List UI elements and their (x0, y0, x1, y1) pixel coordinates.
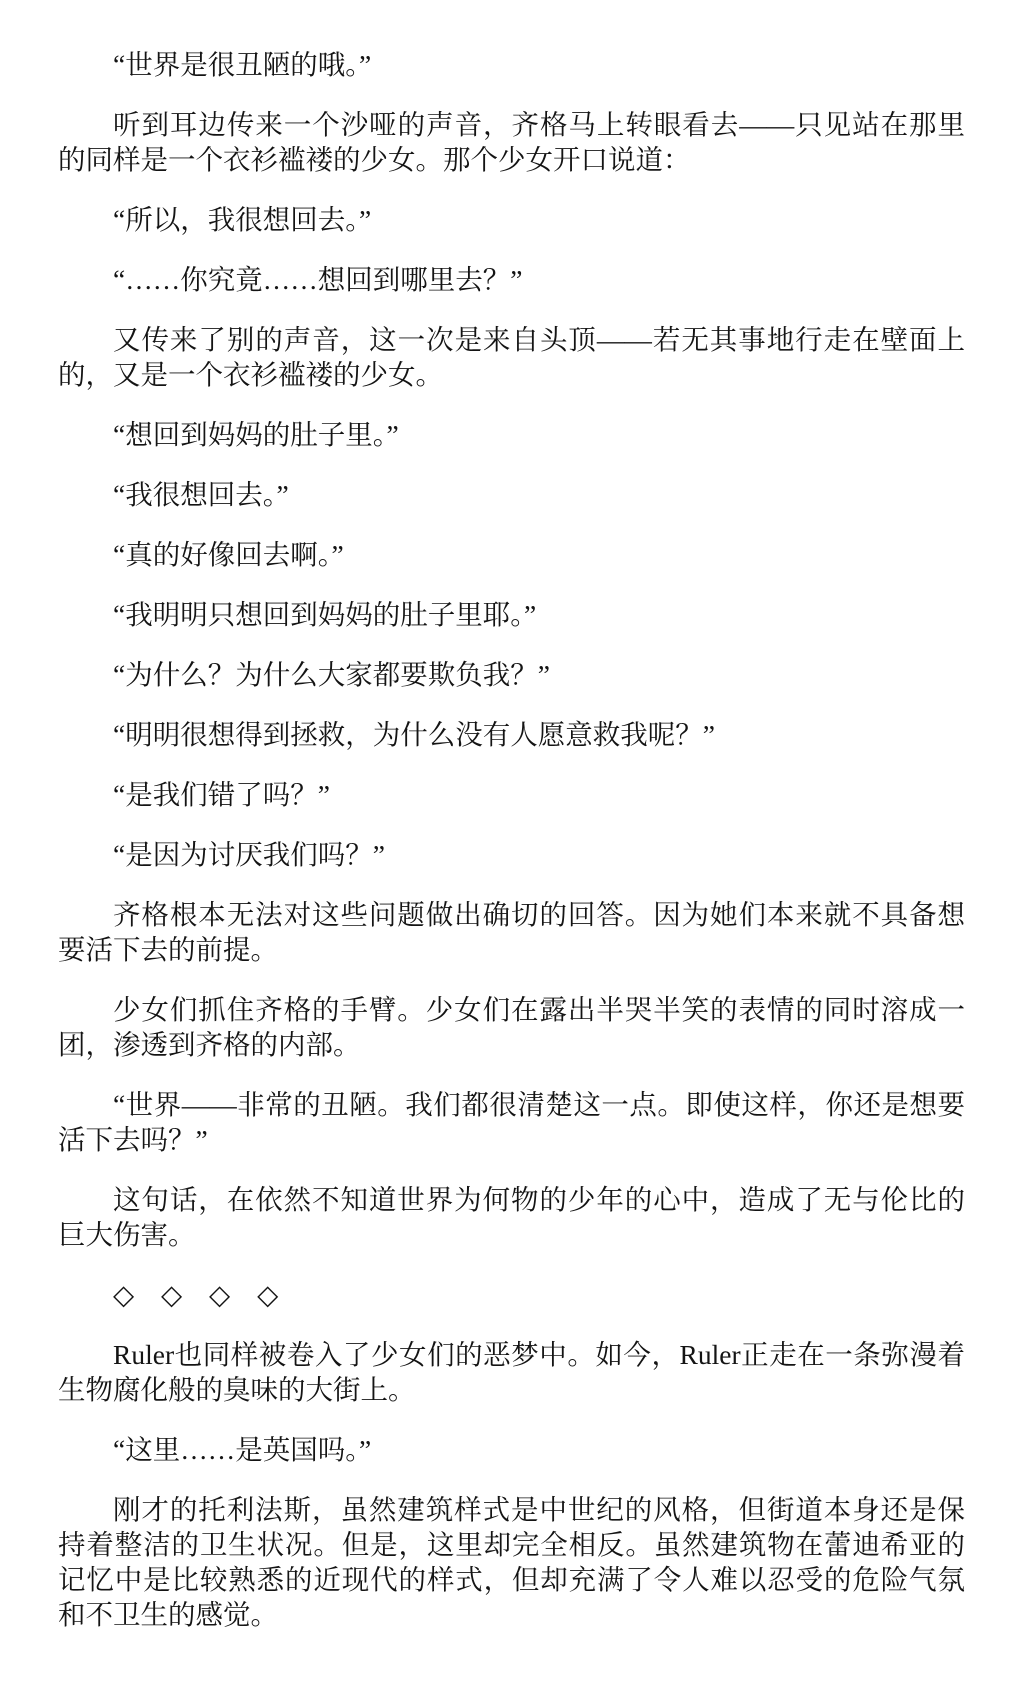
paragraph-dialogue: “世界是很丑陋的哦。” (113, 49, 372, 80)
paragraph-narration: 又传来了别的声音，这一次是来自头顶——若无其事地行走在壁面上的，又是一个衣衫褴褛的少女。 (58, 324, 965, 390)
paragraph-dialogue: “明明很想得到拯救，为什么没有人愿意救我呢？” (113, 719, 715, 750)
paragraph-dialogue: “想回到妈妈的肚子里。” (113, 419, 399, 450)
paragraph-dialogue: “……你究竟……想回到哪里去？” (113, 264, 523, 295)
paragraph-narration: 这句话，在依然不知道世界为何物的少年的心中，造成了无与伦比的巨大伤害。 (58, 1184, 965, 1250)
paragraph-narration: 少女们抓住齐格的手臂。少女们在露出半哭半笑的表情的同时溶成一团，渗透到齐格的内部。 (58, 994, 965, 1060)
section-separator: ◇ ◇ ◇ ◇ (113, 1279, 289, 1310)
paragraph-narration: 齐格根本无法对这些问题做出确切的回答。因为她们本来就不具备想要活下去的前提。 (58, 899, 965, 965)
paragraph-dialogue: “我很想回去。” (113, 479, 289, 510)
paragraph-narration: 刚才的托利法斯，虽然建筑样式是中世纪的风格，但街道本身还是保持着整洁的卫生状况。但是，这里却完全相反。虽然建筑物在蕾迪希亚的记忆中是比较熟悉的近现代的样式，但却充满了令人难以忍受的危险气氛和不卫生的感觉。 (58, 1494, 965, 1630)
paragraph-dialogue: “真的好像回去啊。” (113, 539, 344, 570)
paragraph-dialogue: “为什么？为什么大家都要欺负我？” (113, 659, 550, 690)
paragraph-dialogue: “世界——非常的丑陋。我们都很清楚这一点。即使这样，你还是想要活下去吗？” (58, 1089, 965, 1155)
paragraph-narration: 听到耳边传来一个沙哑的声音，齐格马上转眼看去——只见站在那里的同样是一个衣衫褴褛的少女。那个少女开口说道： (58, 109, 965, 175)
paragraph-dialogue: “这里……是英国吗。” (113, 1434, 372, 1465)
paragraph-dialogue: “我明明只想回到妈妈的肚子里耶。” (113, 599, 537, 630)
paragraph-narration: Ruler也同样被卷入了少女们的恶梦中。如今，Ruler正走在一条弥漫着生物腐化般的臭味的大街上。 (58, 1339, 965, 1405)
paragraph-dialogue: “是我们错了吗？” (113, 779, 330, 810)
paragraph-dialogue: “是因为讨厌我们吗？” (113, 839, 385, 870)
paragraph-dialogue: “所以，我很想回去。” (113, 204, 372, 235)
